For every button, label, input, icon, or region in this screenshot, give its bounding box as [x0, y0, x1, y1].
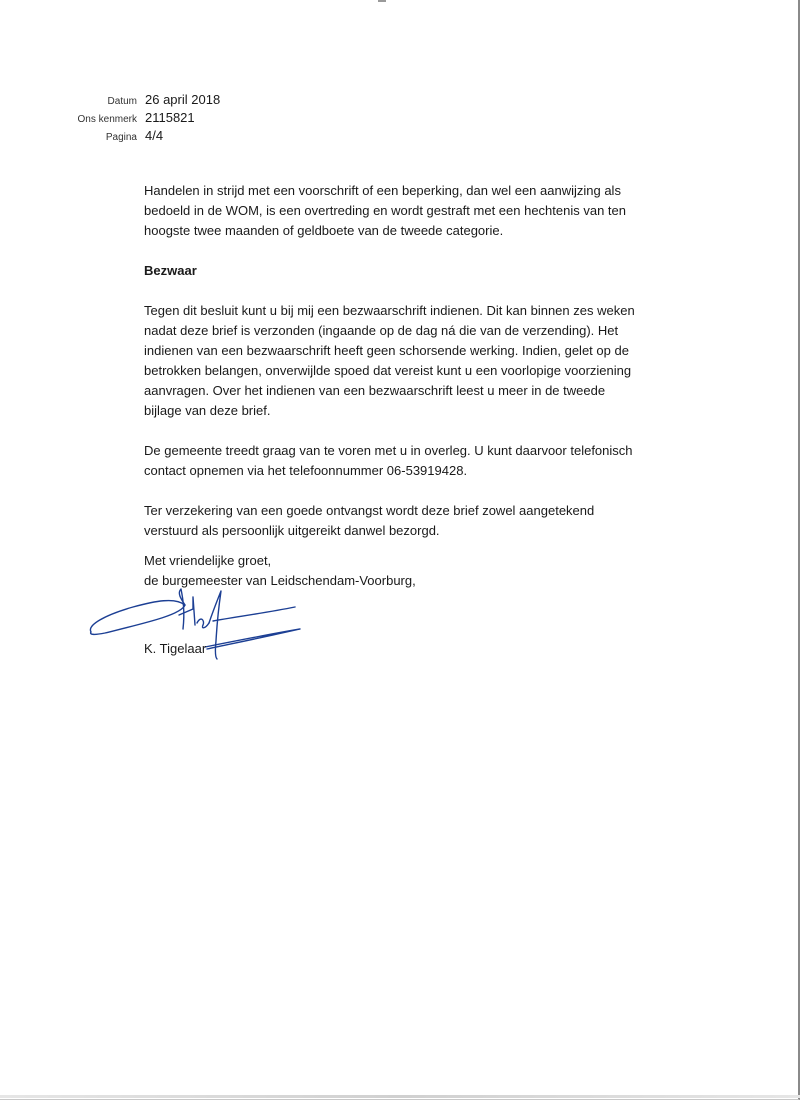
scan-edge — [0, 1095, 800, 1098]
letter-meta — [40, 92, 220, 146]
objection-paragraph: Tegen dit besluit kunt u bij mij een bezwaarschrift indienen. Dit kan binnen zes weken nadat deze brief is verzonden (ingaande op de dag ná die van de verzending). Het indienen van een bezwaarschrift heeft geen schorsende werking. Indien, gelet op de betrokken belangen, onverwijlde spoed dat vereist kunt u een voorlopige voorziening aanvragen. Over het indienen van een bezwaarschrift leest u meer in de tweede bijlage van deze brief. — [144, 303, 635, 418]
violation-paragraph: Handelen in strijd met een voorschrift of een beperking, dan wel een aanwijzing als bedoeld in de WOM, is een overtreding en wordt gestraft met een hechtenis van ten hoogste twee maanden of geldboete van de tweede categorie. — [144, 183, 626, 238]
reference-label: Ons kenmerk — [77, 114, 137, 125]
meta-page-row — [40, 128, 220, 146]
signer-name: K. Tigelaar — [144, 641, 207, 656]
meta-reference-row — [40, 110, 220, 128]
scan-mark — [378, 0, 386, 2]
meta-date-row — [40, 92, 220, 110]
reference-value: 2115821 — [145, 110, 195, 125]
closing-greeting: Met vriendelijke groet, — [144, 553, 272, 568]
delivery-paragraph: Ter verzekering van een goede ontvangst wordt deze brief zowel aangetekend verstuurd als persoonlijk uitgereikt danwel bezorgd. — [144, 503, 595, 538]
date-value: 26 april 2018 — [145, 92, 221, 107]
date-label: Datum — [107, 96, 137, 107]
page-label: Pagina — [105, 132, 137, 143]
letter-body — [144, 181, 664, 561]
closing-role: de burgemeester van Leidschendam-Voorburg, — [144, 573, 416, 588]
objection-heading: Bezwaar — [144, 263, 197, 278]
consultation-paragraph: De gemeente treedt graag van te voren met u in overleg. U kunt daarvoor telefonisch contact opnemen via het telefoonnummer 06-53919428. — [144, 443, 633, 478]
page-value: 4/4 — [145, 128, 164, 143]
